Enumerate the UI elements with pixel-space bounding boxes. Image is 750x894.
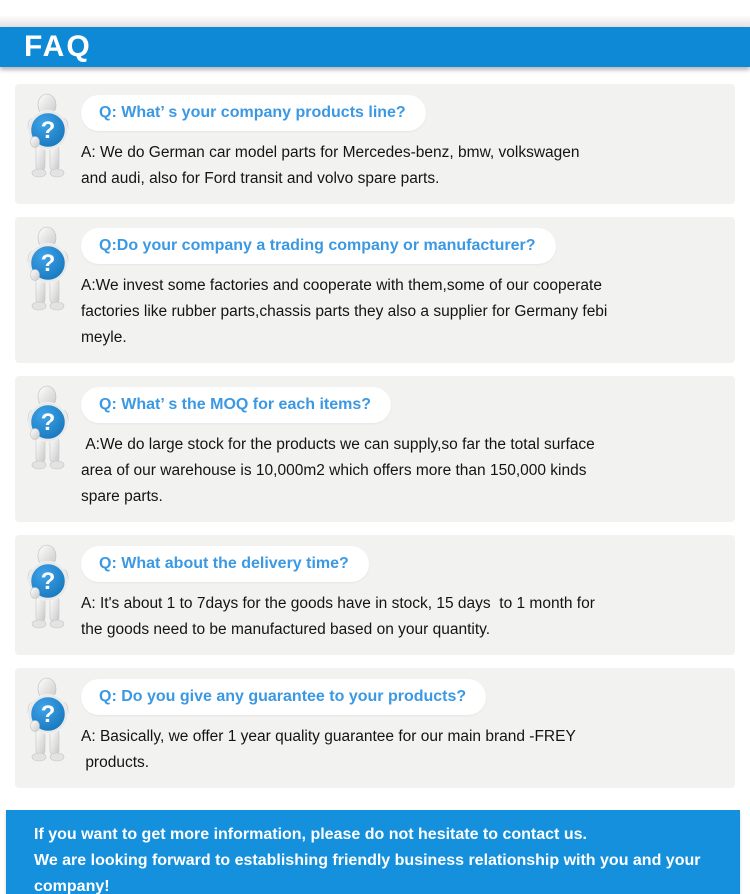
answer-line: A: We do German car model parts for Mercedes-benz, bmw, volkswagen: [81, 144, 580, 161]
question-mark-person-icon: [23, 224, 75, 351]
answer-line: A: It's about 1 to 7days for the goods have in stock, 15 days to 1 month for: [81, 595, 595, 612]
faq-item-1: [15, 84, 735, 204]
footer-contact-banner: [6, 810, 740, 894]
answer-line: the goods need to be manufactured based on your quantity.: [81, 621, 491, 638]
answer-line: products.: [81, 754, 150, 771]
faq-header-bar: [0, 27, 750, 67]
question-mark-person-icon: [23, 542, 75, 643]
question-mark-person-icon: [23, 383, 75, 510]
question-bubble: [81, 546, 369, 582]
question-bubble: [81, 679, 486, 715]
footer-line: We are looking forward to establishing friendly business relationship with you and your: [34, 852, 701, 869]
answer-text: [81, 140, 723, 192]
faq-item-3: [15, 376, 735, 522]
answer-line: spare parts.: [81, 488, 163, 505]
question-text: Q: Do you give any guarantee to your products?: [99, 688, 467, 705]
question-mark-person-icon: [23, 91, 75, 192]
faq-item-2: [15, 217, 735, 363]
footer-line: If you want to get more information, please do not hesitate to contact us.: [34, 826, 587, 843]
answer-line: meyle.: [81, 329, 127, 346]
answer-line: A:We do large stock for the products we can supply,so far the total surface: [81, 436, 595, 453]
answer-line: factories like rubber parts,chassis parts they also a supplier for Germany febi: [81, 303, 608, 320]
question-bubble: [81, 95, 426, 131]
faq-section-list: [0, 84, 750, 788]
answer-text: [81, 724, 723, 776]
faq-item-5: [15, 668, 735, 788]
question-text: Q: What’ s your company products line?: [99, 104, 406, 121]
question-text: Q: What about the delivery time?: [99, 555, 349, 572]
answer-text: [81, 432, 723, 510]
top-white-strip: [0, 0, 750, 27]
page-title: FAQ: [24, 30, 92, 63]
faq-item-4: [15, 535, 735, 655]
answer-text: [81, 591, 723, 643]
answer-line: area of our warehouse is 10,000m2 which offers more than 150,000 kinds: [81, 462, 587, 479]
footer-line: company!: [34, 878, 110, 894]
question-text: Q: What’ s the MOQ for each items?: [99, 396, 372, 413]
question-bubble: [81, 228, 556, 264]
question-text: Q:Do your company a trading company or manufacturer?: [99, 237, 536, 254]
answer-text: [81, 273, 723, 351]
answer-line: and audi, also for Ford transit and volvo spare parts.: [81, 170, 440, 187]
question-bubble: [81, 387, 391, 423]
answer-line: A: Basically, we offer 1 year quality guarantee for our main brand -FREY: [81, 728, 576, 745]
answer-line: A:We invest some factories and cooperate with them,some of our cooperate: [81, 277, 602, 294]
question-mark-person-icon: [23, 675, 75, 776]
